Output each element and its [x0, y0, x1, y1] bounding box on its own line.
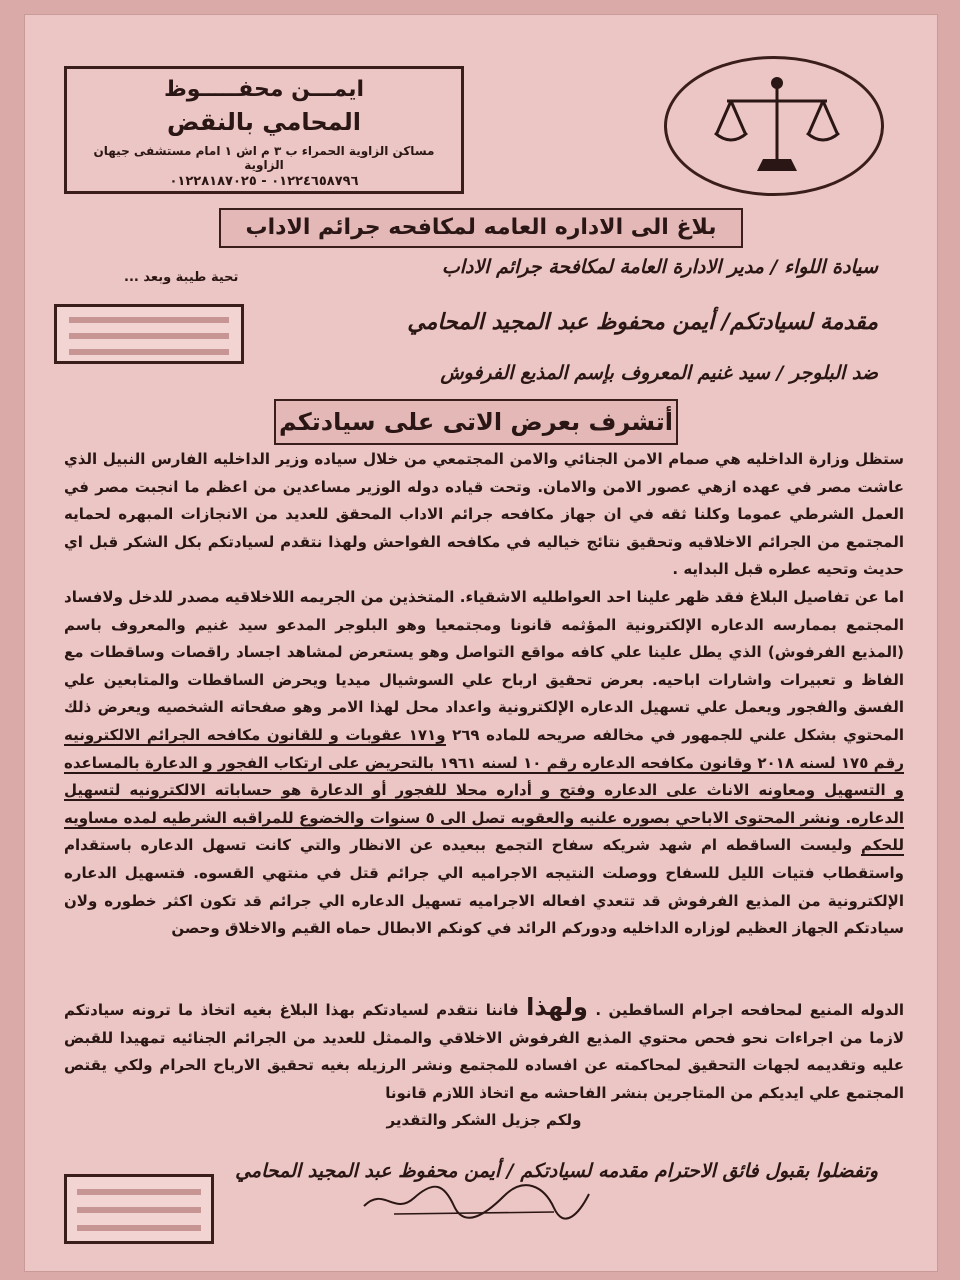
stamp-bottom: [64, 1174, 214, 1244]
greeting: تحية طيبة وبعد ...: [124, 270, 239, 285]
closing-line: وتفضلوا بقبول فائق الاحترام مقدمه لسيادتكم / أيمن محفوظ عبد المجيد المحامي: [235, 1160, 878, 1182]
lawyer-address: مساكن الزاوية الحمراء ب ٣ م اش ١ امام مستشفى جيهان الزاوية: [93, 144, 435, 172]
details-text-continued: وليست الساقطه ام شهد شريكه سفاح التجمع ببعيده عن الانظار والتي كانت تسهل الدعاره باستقدام واستقطاب فتيات الليل للسفاح ووصلت النتيجه الاجراميه الي جرائم قتل في منتهي القسوه. فتسهيل الدعاره الإلكترونية من المذيع الفرفوش قد تتعدي افعاله الاجراميه تسهيل الدعاره الي جرائم قد تكون اكثر خطوره ولان سيادتكم الجهاز العظيم لوزاره الداخليه ودوركم الرائد في كونكم الابطال حماه القيم والاخلاق وحصن: [64, 836, 904, 938]
request-text: فاننا نتقدم لسيادتكم بهذا البلاغ بغيه اتخاذ ما ترونه سيادتكم لازما من اجراءات نحو فحص محتوي المذيع الفرفوش الاخلاقي والممثل للعديد من الجرائم الجنائيه تمهيدا للقبض عليه وتقديمه لجهات التحقيق لمحاكمته عن افساده للمجتمع ونشر الرزيله بغيه تحقيق الارباح الحرام ولكي يقتص المجتمع علي ايديكم من المتاجرين بنشر الفاحشه مع اتخاذ اللازم قانونا: [64, 1001, 904, 1102]
scales-of-justice-icon: [707, 71, 847, 181]
stamp-top: [54, 304, 244, 364]
scales-logo: [664, 56, 884, 196]
legal-articles-underlined: و١٧١ عقوبات و للقانون مكافحه الجرائم الالكترونيه رقم ١٧٥ لسنه ٢٠١٨ وقانون مكافحه الدعاره رقم ١٠ لسنه ١٩٦١ بالتحريض على ارتكاب الفجور و الدعارة بالمساعده و التسهيل ومعاونه الاناث على الدعاره وفتح و أداره محلا للفجور أو الدعارة هو حساباته الالكترونيه لتسهيل الدعاره. ونشر المحتوى الاباحي بصوره علنيه والعقوبه تصل الى ٥ سنوات والخضوع للمراقبه الشرطيه لمده مساويه للحكم: [64, 725, 904, 855]
lawyer-letterhead-box: [64, 66, 464, 194]
submitted-by-line: مقدمة لسيادتكم/ أيمن محفوظ عبد المجيد المحامي: [407, 310, 878, 335]
handwritten-signature: [354, 1176, 594, 1224]
report-banner: بلاغ الى الاداره العامه لمكافحه جرائم الاداب: [219, 208, 743, 248]
addressee-line: سيادة اللواء / مدير الادارة العامة لمكافحة جرائم الاداب: [441, 256, 878, 278]
lawyer-phones: ٠١٢٢٤٦٥٨٧٩٦ - ٠١٢٢٨١٨٧٠٢٥: [169, 174, 359, 189]
lawyer-title: المحامي بالنقض: [167, 108, 361, 136]
paragraph-details: [64, 584, 904, 943]
walhaza-emphasis: ولهذا: [526, 993, 588, 1021]
body-text-lower: [64, 994, 904, 1135]
request-lead: الدوله المنيع لمحافحه اجرام الساقطين .: [595, 1001, 904, 1019]
paragraph-request: [64, 994, 904, 1107]
body-text-upper: [64, 446, 904, 943]
details-text: اما عن تفاصيل البلاغ فقد ظهر علينا احد العواطليه الاشقياء. المتخذين من الجريمه اللاخلاقيه مصدر للدخل ولافساد المجتمع بممارسه الدعاره الإلكترونية المؤثمه قانونا ومجتمعيا وهو البلوجر المدعو سيد غنيم والمعروف باسم (المذيع الفرفوش) الذي يطل علينا علي كافه مواقع التواصل وهو يستعرض لمشاهد اجساد راقصات وساقطات مع الفاظ و تعبيرات واشارات اباحيه. بعرض تحقيق ارباح علي السوشيال ميديا ويحرض الساقطات والمتابعين علي الفسق والفجور ويعمل علي تسهيل الدعاره الإلكترونية واعداد محل لهذا الامر وهو صفحاته الشخصيه ويعرض ذلك المحتوي بشكل علني للجمهور في مخالفه صريحه للماده ٢٦٩: [64, 587, 904, 744]
lawyer-name: ايمـــن محفـــــوظ: [163, 77, 365, 102]
paragraph-intro: ستظل وزارة الداخليه هي صمام الامن الجنائي والامن المجتمعي من خلال سياده وزير الداخليه الفارس النبيل الذي عاشت مصر في عهده ازهي عصور الامن والامان. وتحت قياده دوله الوزير مساعدين من اعظم ما انجبت مصر في العمل الشرطي عموما وكلنا ثقه في ان جهاز مكافحه جرائم الاداب المحقق للعديد من الانجازات المبهره لحمايه المجتمع من الجرائم الاخلاقيه وتحقيق نتائج خياليه في مكافحه الفواحش ولهذا نتقدم لسيادتكم بكل الشكر قبل اي حديث وتحيه عطره قبل البدايه .: [64, 450, 904, 579]
subtitle-box: أتشرف بعرض الاتى على سيادتكم: [274, 399, 678, 445]
thanks-line: ولكم جزيل الشكر والتقدير: [386, 1111, 582, 1130]
document-page: [24, 14, 938, 1272]
against-line: ضد البلوجر / سيد غنيم المعروف بإسم المذيع الفرفوش: [440, 362, 878, 384]
